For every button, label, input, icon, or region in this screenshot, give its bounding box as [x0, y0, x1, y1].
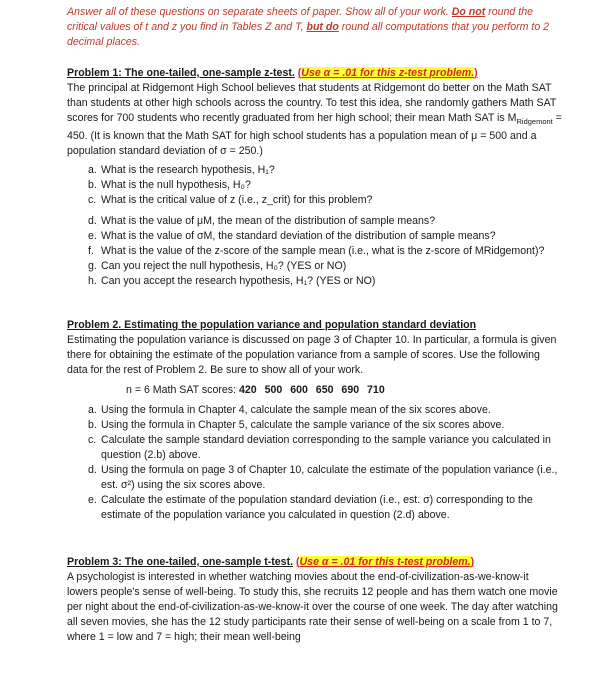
question-2b: [88, 418, 562, 433]
problem-1-body: [67, 81, 562, 159]
problem-3-note-close: ): [470, 556, 475, 568]
question-text: Using the formula on page 3 of Chapter 10, calculate the estimate of the population variance (i.e., est. σ²) using the six scores above.: [101, 464, 558, 491]
question-1b: [88, 178, 562, 193]
instructions-text-2: round the critical values of t and z you find in Tables Z and T,: [67, 6, 533, 34]
instructions-do-not: Do not: [451, 6, 486, 18]
question-2e: [88, 493, 562, 523]
question-text: Calculate the estimate of the population standard deviation (i.e., est. σ) corresponding to the estimate of the population variance you calculated in question (2.d) above.: [101, 494, 533, 521]
question-text: What is the research hypothesis, H₁?: [101, 164, 275, 177]
question-letter: d.: [88, 215, 97, 228]
problem-1-body-end: = 450. (It is known that the Math SAT for high school students has a population mean of μ = 500 and a population standard deviation of σ = 250.): [67, 112, 562, 158]
question-text: What is the null hypothesis, H₀?: [101, 179, 251, 192]
question-letter: g.: [88, 260, 97, 273]
problem-1: [67, 66, 562, 289]
problem-1-body-subscript: Ridgemont: [516, 117, 553, 127]
question-letter: a.: [88, 404, 97, 416]
problem-1-alpha-note: Use α = .01 for this z-test problem.: [301, 67, 475, 79]
question-1c: [88, 193, 562, 208]
question-text: Calculate the sample standard deviation corresponding to the sample variance you calculated in question (2.b) above.: [101, 434, 551, 461]
problem-1-questions: [67, 163, 562, 289]
problem-3-title: Problem 3: The one-tailed, one-sample t-test.: [67, 556, 294, 568]
question-letter: e.: [88, 230, 97, 243]
question-2c: [88, 433, 562, 463]
question-2d: [88, 463, 562, 493]
question-text: Using the formula in Chapter 4, calculate the sample mean of the six scores above.: [101, 404, 491, 416]
problem-3: [67, 555, 562, 645]
problem-1-body-text: The principal at Ridgemont High School believes that students at Ridgemont do better on the Math SAT than students at other high schools across the country. To test this idea, she randomly gathers Math SAT scores for 700 students who recently graduated from her high school; their mean Math SAT is M: [67, 82, 557, 124]
question-letter: c.: [88, 194, 97, 207]
question-1d: [88, 214, 562, 229]
question-letter: d.: [88, 464, 97, 476]
data-values: 420 500 600 650 690 710: [238, 384, 385, 396]
problem-2: [67, 318, 562, 523]
problem-3-alpha-note: Use α = .01 for this t-test problem.: [299, 556, 471, 568]
question-letter: c.: [88, 434, 97, 446]
data-label: n = 6 Math SAT scores:: [126, 384, 239, 396]
question-letter: b.: [88, 179, 97, 192]
problem-1-title: Problem 1: The one-tailed, one-sample z-test.: [67, 67, 295, 79]
instructions-text-3: round all computations that you perform to 2 decimal places.: [67, 21, 550, 49]
question-letter: f.: [88, 245, 94, 258]
question-letter: h.: [88, 275, 97, 288]
problem-2-body: Estimating the population variance is discussed on page 3 of Chapter 10. In particular, a formula is given there for obtaining the estimate of the population variance from a sample of scores. Use the following data for the rest of Problem 2. Be sure to show all of your work.: [67, 334, 557, 376]
question-2a: [88, 403, 562, 418]
instructions-but-do: but do: [306, 21, 339, 34]
question-text: What is the value of μM, the mean of the distribution of sample means?: [101, 215, 436, 228]
problem-3-heading: [67, 555, 562, 570]
instructions-text-1: Answer all of these questions on separate sheets of paper. Show all of your work.: [67, 6, 452, 18]
question-text: Using the formula in Chapter 5, calculate the sample variance of the six scores above.: [101, 419, 505, 431]
question-text: What is the critical value of z (i.e., z_crit) for this problem?: [101, 194, 373, 207]
question-1f: [88, 244, 562, 259]
question-text: What is the value of σM, the standard deviation of the distribution of sample means?: [101, 230, 496, 243]
question-letter: e.: [88, 494, 97, 506]
instructions: [67, 5, 557, 51]
problem-3-note-open: (: [296, 556, 300, 568]
problem-1-note-open: (: [297, 67, 302, 79]
problem-2-questions: [67, 403, 562, 523]
problem-1-note-close: ): [474, 67, 478, 79]
question-letter: a.: [88, 164, 97, 177]
problem-2-data: [67, 383, 562, 398]
problem-2-title: Problem 2. Estimating the population variance and population standard deviation: [67, 319, 477, 331]
question-text: Can you accept the research hypothesis, H₁? (YES or NO): [101, 275, 376, 288]
problem-1-heading: [67, 66, 562, 81]
question-text: What is the value of the z-score of the sample mean (i.e., what is the z-score of MRidgemont)?: [101, 245, 545, 258]
problem-3-body: A psychologist is interested in whether watching movies about the end-of-civilization-as-we-know-it lowers people's sense of well-being. To study this, she recruits 12 people and has them watch one movie per night about the end-of-civilization-as-we-know-it over the course of one week. The day after watching all seven movies, she has the 12 study participants rate their sense of well-being on a scale from 1 to 7, where 1 = low and 7 = high; their mean well-being: [67, 571, 558, 643]
question-letter: b.: [88, 419, 97, 431]
question-1h: [88, 274, 562, 289]
question-1g: [88, 259, 562, 274]
question-1a: [88, 163, 562, 178]
question-1e: [88, 229, 562, 244]
question-text: Can you reject the null hypothesis, H₀? (YES or NO): [101, 260, 347, 273]
